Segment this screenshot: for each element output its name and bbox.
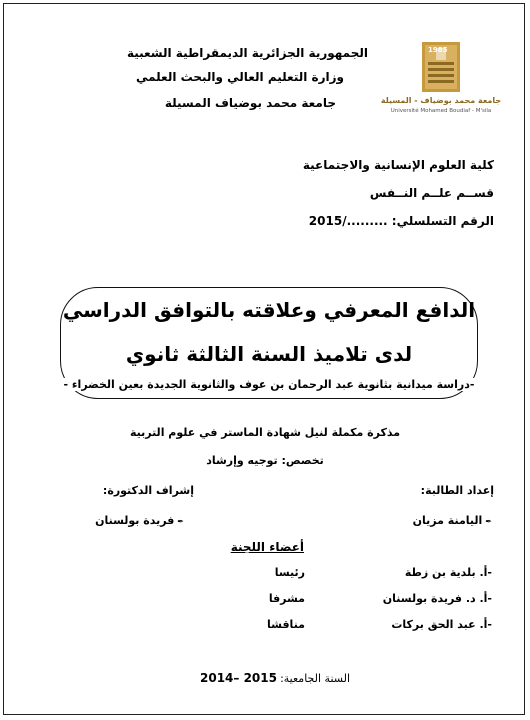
thesis-title-line1: الدافع المعرفي وعلاقته بالتوافق الدراسي: [62, 298, 476, 322]
serial-number: الرقم التسلسلي: ........./2015: [308, 214, 494, 228]
pen-icon: ✒: [177, 517, 184, 526]
republic-name: الجمهورية الجزائرية الديمقراطية الشعبية: [126, 46, 368, 60]
committee-member-role: رئيسا: [274, 566, 305, 579]
department-name: قســم علــم النــفس: [369, 186, 494, 200]
thesis-title-line2: لدى تلاميذ السنة الثالثة ثانوي: [125, 342, 413, 366]
pen-icon: ✒: [485, 517, 492, 526]
supervisor-name-row: [95, 514, 184, 527]
committee-member-name: -أ. د. فريدة بولسنان: [382, 592, 492, 605]
student-name: اليامنة مزيان: [412, 514, 483, 527]
committee-member-role: مناقشا: [267, 618, 305, 631]
prepared-by-label: إعداد الطالبة:: [420, 484, 494, 497]
committee-member-name: -أ. بلدية بن زطة: [404, 566, 492, 579]
thesis-title-box: [60, 287, 478, 399]
thesis-subtitle: -دراسة ميدانية بثانوية عبد الرحمان بن عوف والثانوية الجديدة بعين الخضراء -: [51, 378, 487, 391]
logo-name-ar: جامعة محمد بوضياف - المسيلة: [380, 96, 502, 105]
degree-line: مذكرة مكملة لنيل شهادة الماستر في علوم التربية: [129, 426, 401, 439]
faculty-name: كلية العلوم الإنسانية والاجتماعية: [302, 158, 494, 172]
committee-member-name: -أ. عبد الحق بركات: [391, 618, 492, 631]
university-logo: [378, 40, 504, 120]
ministry-name: وزارة التعليم العالي والبحث العلمي: [135, 70, 344, 84]
supervisor-label: إشراف الدكتورة:: [102, 484, 194, 497]
committee-member-role: مشرفا: [268, 592, 305, 605]
supervisor-name: فريدة بولسنان: [95, 514, 175, 527]
academic-year-label: السنة الجامعية:: [280, 672, 350, 685]
logo-year: 1985: [428, 46, 448, 54]
student-name-row: [413, 514, 492, 527]
committee-label: أعضاء اللجنة: [230, 540, 304, 554]
specialty-line: تخصص: توجيه وإرشاد: [206, 454, 324, 467]
university-name: جامعة محمد بوضياف المسيلة: [164, 96, 336, 110]
academic-year: 2014– 2015: [200, 671, 277, 685]
logo-name-fr: Université Mohamed Boudiaf - M'sila: [390, 108, 492, 114]
